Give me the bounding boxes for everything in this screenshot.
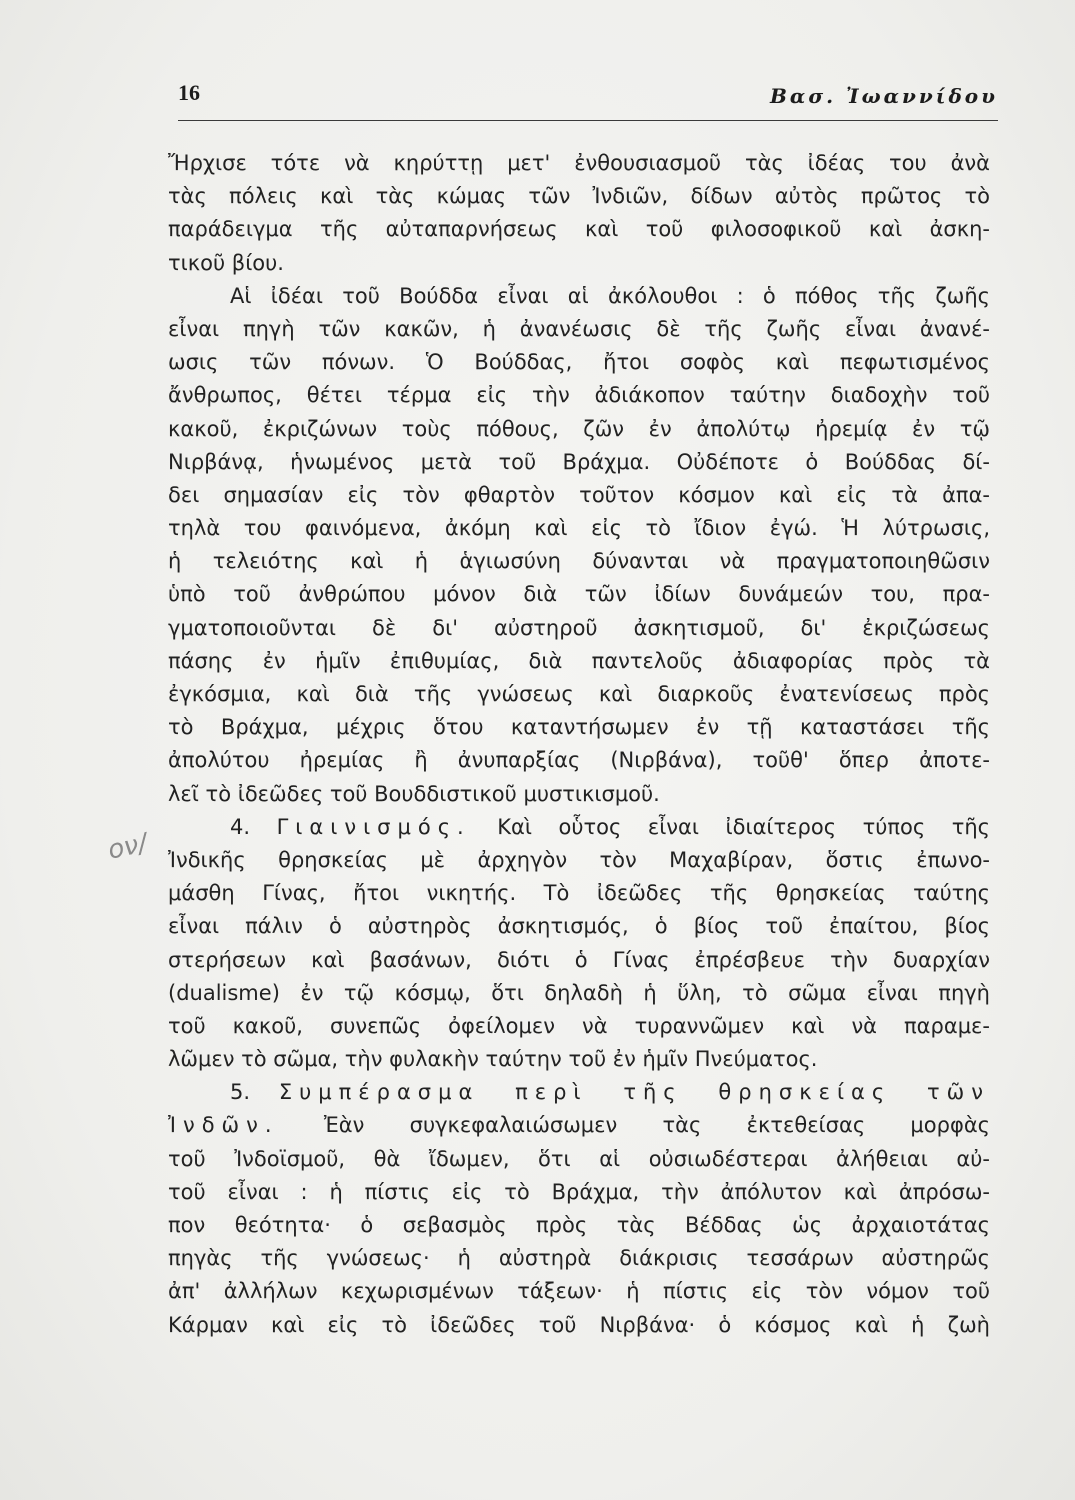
text-line: κακοῦ, ἐκριζώνων τοὺς πόθους, ζῶν ἐν ἀπολύτῳ ἠρεμίᾳ ἐν τῷ bbox=[168, 416, 990, 441]
text-line: τοῦ Ἰνδοϊσμοῦ, θὰ ἴδωμεν, ὅτι αἱ οὐσιωδέστεραι ἀλήθειαι αὐ- bbox=[168, 1146, 990, 1171]
text-line: ωσις τῶν πόνων. Ὁ Βούδδας, ἤτοι σοφὸς καὶ πεφωτισμένος bbox=[168, 350, 990, 375]
body-text bbox=[168, 147, 990, 1342]
text-line: τὸ Βράχμα, μέχρις ὅτου καταντήσωμεν ἐν τῇ καταστάσει τῆς bbox=[168, 715, 990, 740]
text-line: εἶναι πάλιν ὁ αὐστηρὸς ἀσκητισμός, ὁ βίος τοῦ ἐπαίτου, βίος bbox=[168, 914, 990, 939]
text-line: ἐγκόσμια, καὶ διὰ τῆς γνώσεως καὶ διαρκοῦς ἐνατενίσεως πρὸς bbox=[168, 682, 990, 706]
page-number: 16 bbox=[178, 80, 200, 105]
text-line: δει σημασίαν εἰς τὸν φθαρτὸν τοῦτον κόσμον καὶ εἰς τὰ ἀπα- bbox=[168, 482, 990, 507]
page-header bbox=[178, 76, 998, 121]
text-line: τοῦ κακοῦ, συνεπῶς ὀφείλομεν νὰ τυραννῶμεν καὶ νὰ παραμε- bbox=[168, 1013, 990, 1038]
spaced-heading: Συμπέρασμα περὶ τῆς θρησκείας τῶν bbox=[278, 1080, 990, 1105]
text-line: ἄνθρωπος, θέτει τέρμα εἰς τὴν ἀδιάκοπον ταύτην διαδοχὴν τοῦ bbox=[168, 383, 990, 408]
text-line: ἀπ' ἀλλήλων κεχωρισμένων τάξεων· ἡ πίστις εἰς τὸν νόμον τοῦ bbox=[168, 1279, 990, 1304]
spaced-heading: Ἰνδῶν. bbox=[168, 1113, 279, 1138]
text-line: τικοῦ βίου. bbox=[168, 250, 284, 275]
text-line: πάσης ἐν ἡμῖν ἐπιθυμίας, διὰ παντελοῦς ἀδιαφορίας πρὸς τὰ bbox=[168, 648, 990, 673]
margin-pencil-note: ον/ bbox=[105, 828, 150, 866]
text-line: λῶμεν τὸ σῶμα, τὴν φυλακὴν ταύτην τοῦ ἐν ἡμῖν Πνεύματος. bbox=[168, 1047, 818, 1072]
text-line: τοῦ εἶναι : ἡ πίστις εἰς τὸ Βράχμα, τὴν ἀπόλυτον καὶ ἀπρόσω- bbox=[168, 1179, 990, 1204]
text-line: στερήσεων καὶ βασάνων, διότι ὁ Γίνας ἐπρέσβευε τὴν δυαρχίαν bbox=[168, 947, 990, 972]
text-line: Ἤρχισε τότε νὰ κηρύττῃ μετ' ἐνθουσιασμοῦ τὰς ἰδέας του ἀνὰ bbox=[168, 151, 990, 175]
running-head: Βασ. Ἰωαννίδου bbox=[770, 84, 998, 108]
text-line: τὰς πόλεις καὶ τὰς κώμας τῶν Ἰνδιῶν, δίδων αὐτὸς πρῶτος τὸ bbox=[168, 184, 990, 209]
text-line: (dualisme) ἐν τῷ κόσμῳ, ὅτι δηλαδὴ ἡ ὕλη, τὸ σῶμα εἶναι πηγὴ bbox=[168, 980, 990, 1005]
text-line: πηγὰς τῆς γνώσεως· ἡ αὐστηρὰ διάκρισις τεσσάρων αὐστηρῶς bbox=[168, 1246, 990, 1271]
text-line: τηλὰ του φαινόμενα, ἀκόμη καὶ εἰς τὸ ἴδιον ἐγώ. Ἡ λύτρωσις, bbox=[168, 516, 990, 541]
text-line: μάσθη Γίνας, ἤτοι νικητής. Τὸ ἰδεῶδες τῆς θρησκείας ταύτης bbox=[168, 881, 990, 906]
text-line: 5. Συμπέρασμα περὶ τῆς θρησκείας τῶν bbox=[230, 1080, 990, 1105]
text-line: πον θεότητα· ὁ σεβασμὸς πρὸς τὰς Βέδδας ὡς ἀρχαιοτάτας bbox=[168, 1213, 990, 1237]
text-line: εἶναι πηγὴ τῶν κακῶν, ἡ ἀνανέωσις δὲ τῆς ζωῆς εἶναι ἀνανέ- bbox=[168, 316, 990, 341]
text-line: ἡ τελειότης καὶ ἡ ἁγιωσύνη δύνανται νὰ πραγματοποιηθῶσιν bbox=[168, 549, 990, 574]
text-line: Κάρμαν καὶ εἰς τὸ ἰδεῶδες τοῦ Νιρβάνα· ὁ κόσμος καὶ ἡ ζωὴ bbox=[168, 1312, 990, 1337]
text-line: Ἰνδῶν. Ἐὰν συγκεφαλαιώσωμεν τὰς ἐκτεθείσας μορφὰς bbox=[168, 1113, 990, 1138]
text-line: Αἱ ἰδέαι τοῦ Βούδδα εἶναι αἱ ἀκόλουθοι : ὁ πόθος τῆς ζωῆς bbox=[230, 283, 990, 308]
text-line: Νιρβάνᾳ, ἡνωμένος μετὰ τοῦ Βράχμα. Οὐδέποτε ὁ Βούδδας δί- bbox=[168, 449, 990, 474]
text-line: 4. Γιαινισμός. Καὶ οὗτος εἶναι ἰδιαίτερος τύπος τῆς bbox=[230, 814, 990, 839]
text-line: ὑπὸ τοῦ ἀνθρώπου μόνον διὰ τῶν ἰδίων δυνάμεών του, πρα- bbox=[168, 582, 990, 607]
text-line: λεῖ τὸ ἰδεῶδες τοῦ Βουδδιστικοῦ μυστικισμοῦ. bbox=[168, 781, 660, 806]
text-line: γματοποιοῦνται δὲ δι' αὐστηροῦ ἀσκητισμοῦ, δι' ἐκριζώσεως bbox=[168, 615, 990, 640]
spaced-heading: Γιαινισμός. bbox=[276, 814, 471, 839]
text-line: Ἰνδικῆς θρησκείας μὲ ἀρχηγὸν τὸν Μαχαβίραν, ὅστις ἐπωνο- bbox=[168, 847, 990, 872]
text-line: παράδειγμα τῆς αὐταπαρνήσεως καὶ τοῦ φιλοσοφικοῦ καὶ ἀσκη- bbox=[168, 217, 990, 242]
text-line: ἀπολύτου ἠρεμίας ἢ ἀνυπαρξίας (Νιρβάνα), τοῦθ' ὅπερ ἀποτε- bbox=[168, 748, 990, 773]
